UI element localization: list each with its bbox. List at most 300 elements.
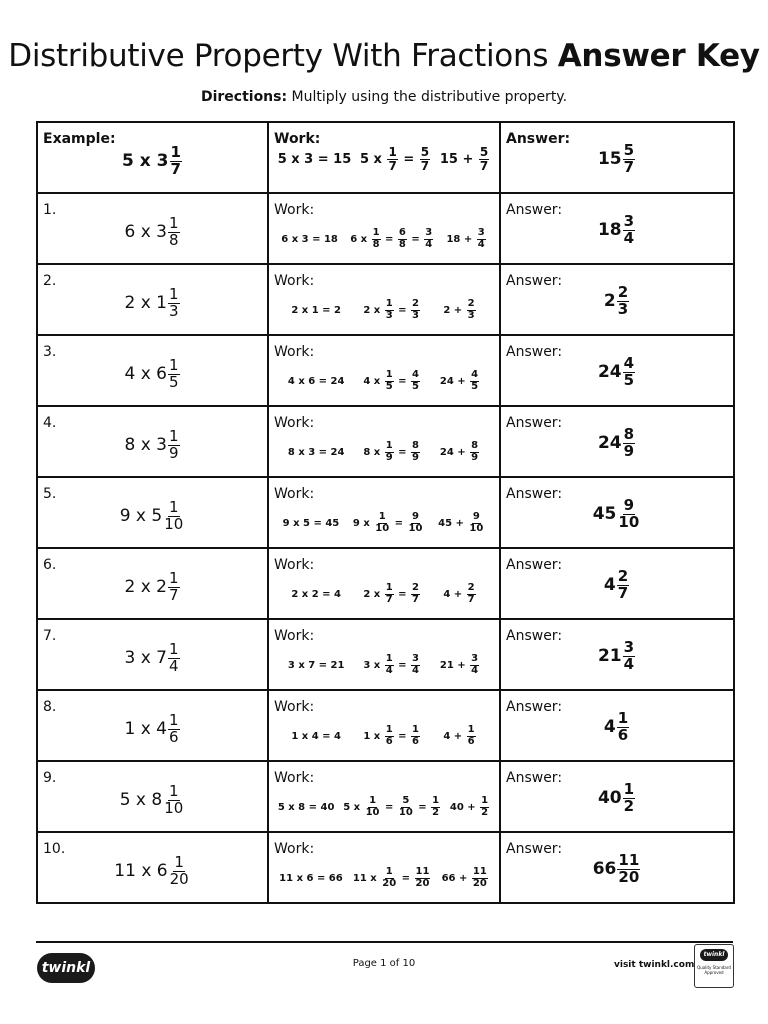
problem-expression bbox=[38, 429, 267, 462]
numerator: 1 bbox=[467, 724, 475, 735]
denominator: 10 bbox=[469, 522, 484, 534]
expr-text: 18 bbox=[597, 220, 622, 241]
answer-label: Answer: bbox=[506, 770, 563, 786]
expr-text: 2 x bbox=[363, 304, 384, 316]
work-steps bbox=[269, 292, 499, 328]
problem-expression bbox=[38, 216, 267, 249]
numerator: 2 bbox=[617, 283, 629, 301]
answer-label: Answer: bbox=[506, 486, 563, 502]
denominator: 10 bbox=[375, 522, 390, 534]
fraction bbox=[168, 571, 180, 604]
numerator: 1 bbox=[385, 369, 393, 380]
expr-text: = bbox=[394, 446, 411, 458]
numerator: 1 bbox=[388, 144, 397, 159]
work-step bbox=[288, 447, 345, 458]
denominator: 4 bbox=[623, 654, 635, 673]
denominator: 5 bbox=[385, 380, 393, 392]
problem-number: 8. bbox=[43, 699, 57, 715]
denominator: 3 bbox=[168, 301, 179, 320]
denominator: 20 bbox=[382, 877, 397, 889]
work-step bbox=[288, 660, 345, 671]
fraction bbox=[408, 512, 424, 534]
fraction bbox=[623, 143, 635, 176]
expr-text: = bbox=[391, 517, 407, 529]
numerator: 1 bbox=[385, 653, 393, 664]
expr-text: = bbox=[394, 659, 411, 671]
denominator: 7 bbox=[168, 585, 179, 604]
numerator: 1 bbox=[372, 227, 380, 238]
expr-text: 24 + bbox=[439, 375, 470, 387]
denominator: 9 bbox=[168, 443, 179, 462]
expr-text: 4 x bbox=[363, 375, 384, 387]
fraction bbox=[163, 500, 184, 533]
numerator: 1 bbox=[432, 795, 440, 806]
example-answer-cell bbox=[500, 122, 734, 193]
directions bbox=[0, 89, 768, 105]
numerator: 8 bbox=[623, 425, 635, 443]
problem-expression bbox=[38, 287, 267, 320]
numerator: 8 bbox=[412, 440, 419, 451]
work-cell bbox=[268, 406, 500, 477]
expr-text: 18 + bbox=[446, 233, 476, 245]
problem-number: 10. bbox=[43, 841, 66, 857]
answer-label: Answer: bbox=[506, 699, 563, 715]
denominator: 9 bbox=[412, 451, 419, 463]
work-label: Work: bbox=[274, 770, 315, 786]
expr-text: 11 x 6 bbox=[114, 861, 168, 882]
denominator: 2 bbox=[481, 806, 489, 818]
work-cell bbox=[268, 548, 500, 619]
numerator: 1 bbox=[617, 709, 629, 727]
work-cell bbox=[268, 335, 500, 406]
answer-cell bbox=[500, 193, 734, 264]
fraction bbox=[617, 285, 629, 318]
fraction bbox=[411, 299, 420, 321]
problem-number: 1. bbox=[43, 202, 57, 218]
denominator: 20 bbox=[472, 877, 487, 889]
expr-text: 24 bbox=[597, 362, 622, 383]
denominator: 3 bbox=[412, 309, 419, 321]
answer-cell bbox=[500, 406, 734, 477]
denominator: 2 bbox=[623, 796, 635, 815]
answer-expression bbox=[501, 569, 733, 602]
problem-number: 4. bbox=[43, 415, 57, 431]
work-steps bbox=[269, 718, 499, 754]
answer-expression bbox=[501, 356, 733, 389]
denominator: 3 bbox=[385, 309, 393, 321]
denominator: 6 bbox=[617, 725, 629, 744]
fraction bbox=[168, 713, 180, 746]
fraction bbox=[169, 855, 190, 888]
title-main: Distributive Property With Fractions bbox=[8, 38, 549, 74]
work-label: Work: bbox=[274, 628, 315, 644]
numerator: 1 bbox=[168, 285, 179, 303]
expr-text: 11 x 6 = 66 bbox=[279, 872, 343, 884]
fraction bbox=[623, 782, 635, 815]
numerator: 3 bbox=[412, 653, 419, 664]
fraction bbox=[398, 228, 407, 250]
answer-expression bbox=[501, 427, 733, 460]
work-label: Work: bbox=[274, 415, 315, 431]
fraction bbox=[623, 214, 635, 247]
work-label: Work: bbox=[274, 841, 315, 857]
denominator: 7 bbox=[412, 593, 419, 605]
expr-text: 6 x bbox=[350, 233, 371, 245]
denominator: 10 bbox=[618, 512, 640, 531]
problem-expression bbox=[38, 571, 267, 604]
work-label: Work: bbox=[274, 557, 315, 573]
expr-text: 40 + bbox=[449, 801, 480, 813]
numerator: 1 bbox=[378, 511, 386, 522]
fraction bbox=[170, 145, 182, 178]
denominator: 4 bbox=[425, 238, 433, 250]
numerator: 5 bbox=[402, 795, 410, 806]
numerator: 9 bbox=[412, 511, 419, 522]
answer-expression bbox=[501, 853, 733, 886]
problem-number: 7. bbox=[43, 628, 57, 644]
expr-text: = bbox=[381, 233, 397, 245]
directions-label: Directions: bbox=[200, 89, 288, 105]
answer-cell bbox=[500, 335, 734, 406]
fraction bbox=[411, 441, 420, 463]
fraction bbox=[623, 427, 635, 460]
expr-text: 2 x 2 = 4 bbox=[291, 588, 341, 600]
numerator: 1 bbox=[385, 582, 393, 593]
numerator: 11 bbox=[415, 866, 430, 877]
work-steps bbox=[269, 363, 499, 399]
expr-text: 6 x 3 bbox=[124, 222, 167, 243]
work-step bbox=[440, 146, 490, 172]
denominator: 4 bbox=[623, 228, 635, 247]
numerator: 3 bbox=[471, 653, 479, 664]
fraction bbox=[617, 711, 629, 744]
denominator: 9 bbox=[385, 451, 393, 463]
expr-text: 4 x 6 bbox=[124, 364, 167, 385]
numerator: 11 bbox=[472, 866, 487, 877]
numerator: 5 bbox=[623, 141, 635, 159]
problem-expression bbox=[38, 500, 267, 533]
denominator: 10 bbox=[398, 806, 413, 818]
problem-row bbox=[37, 548, 734, 619]
denominator: 8 bbox=[398, 238, 406, 250]
fraction bbox=[617, 853, 640, 886]
work-steps bbox=[269, 505, 499, 541]
denominator: 20 bbox=[169, 869, 189, 888]
problem-expression bbox=[38, 855, 267, 888]
expr-text: = bbox=[398, 151, 419, 167]
fraction bbox=[472, 867, 488, 889]
expr-text: 2 x 2 bbox=[124, 577, 167, 598]
expr-text: 15 + bbox=[439, 151, 478, 167]
work-label: Work: bbox=[274, 273, 315, 289]
numerator: 1 bbox=[385, 724, 393, 735]
problem-cell bbox=[37, 619, 268, 690]
numerator: 9 bbox=[623, 496, 635, 514]
work-label: Work: bbox=[274, 202, 315, 218]
answer-cell bbox=[500, 832, 734, 903]
numerator: 1 bbox=[168, 782, 179, 800]
work-step bbox=[360, 146, 431, 172]
problem-cell bbox=[37, 690, 268, 761]
denominator: 5 bbox=[623, 370, 635, 389]
numerator: 8 bbox=[471, 440, 479, 451]
numerator: 3 bbox=[425, 227, 433, 238]
expr-text: 40 bbox=[597, 788, 622, 809]
expr-text: 3 x bbox=[363, 659, 384, 671]
problem-cell bbox=[37, 548, 268, 619]
answer-label: Answer: bbox=[506, 841, 563, 857]
denominator: 8 bbox=[372, 238, 380, 250]
expr-text: 4 x 6 = 24 bbox=[287, 375, 345, 387]
fraction bbox=[385, 654, 394, 676]
work-step bbox=[363, 725, 421, 747]
numerator: 1 bbox=[481, 795, 489, 806]
work-step bbox=[291, 731, 341, 742]
fraction bbox=[168, 287, 180, 320]
numerator: 2 bbox=[412, 582, 419, 593]
work-step bbox=[363, 299, 421, 321]
fraction bbox=[480, 796, 489, 818]
numerator: 1 bbox=[623, 780, 635, 798]
denominator: 7 bbox=[170, 159, 181, 178]
problem-expression bbox=[38, 642, 267, 675]
denominator: 20 bbox=[415, 877, 430, 889]
work-cell bbox=[268, 832, 500, 903]
expr-text: 1 x 4 bbox=[124, 719, 167, 740]
work-cell bbox=[268, 264, 500, 335]
expr-text: 5 x bbox=[343, 801, 364, 813]
fraction bbox=[467, 583, 476, 605]
fraction bbox=[470, 370, 479, 392]
fraction bbox=[623, 356, 635, 389]
fraction bbox=[168, 358, 180, 391]
numerator: 3 bbox=[477, 227, 485, 238]
fraction bbox=[420, 146, 430, 172]
problem-row bbox=[37, 832, 734, 903]
problem-cell bbox=[37, 477, 268, 548]
problem-expression bbox=[38, 784, 267, 817]
numerator: 4 bbox=[623, 354, 635, 372]
work-label: Work: bbox=[274, 699, 315, 715]
expr-text: 8 x 3 = 24 bbox=[287, 446, 345, 458]
fraction bbox=[617, 498, 640, 531]
numerator: 1 bbox=[385, 866, 393, 877]
answer-label: Answer: bbox=[506, 557, 563, 573]
work-step bbox=[443, 583, 476, 605]
numerator: 1 bbox=[168, 640, 179, 658]
denominator: 7 bbox=[385, 593, 393, 605]
denominator: 6 bbox=[467, 735, 475, 747]
expr-text: 24 bbox=[597, 433, 622, 454]
problem-number: 2. bbox=[43, 273, 57, 289]
numerator: 3 bbox=[623, 212, 635, 230]
numerator: 1 bbox=[168, 569, 179, 587]
answer-cell bbox=[500, 619, 734, 690]
fraction bbox=[163, 784, 184, 817]
problem-row bbox=[37, 761, 734, 832]
expr-text: 3 x 7 = 21 bbox=[287, 659, 345, 671]
answer-expression bbox=[501, 782, 733, 815]
example-row bbox=[37, 122, 734, 193]
denominator: 5 bbox=[471, 380, 479, 392]
numerator: 2 bbox=[467, 298, 475, 309]
directions-text: Multiply using the distributive property. bbox=[287, 89, 568, 105]
expr-text: 4 bbox=[603, 575, 616, 596]
numerator: 9 bbox=[472, 511, 480, 522]
work-steps bbox=[269, 434, 499, 470]
work-step bbox=[443, 725, 476, 747]
denominator: 4 bbox=[471, 664, 479, 676]
numerator: 1 bbox=[385, 298, 393, 309]
fraction bbox=[168, 216, 180, 249]
problem-number: 9. bbox=[43, 770, 57, 786]
fraction bbox=[387, 146, 397, 172]
problem-cell bbox=[37, 193, 268, 264]
expr-text: = bbox=[394, 375, 411, 387]
expr-text: 2 bbox=[603, 291, 616, 312]
expr-text: 5 x 3 = 15 bbox=[277, 151, 352, 167]
page-number: Page 1 of 10 bbox=[352, 958, 416, 969]
expr-text: 1 x 4 = 4 bbox=[291, 730, 341, 742]
numerator: 2 bbox=[467, 582, 475, 593]
problem-row bbox=[37, 406, 734, 477]
denominator: 5 bbox=[412, 380, 419, 392]
work-step bbox=[438, 512, 485, 534]
denominator: 4 bbox=[477, 238, 485, 250]
work-label: Work: bbox=[274, 344, 315, 360]
problem-row bbox=[37, 264, 734, 335]
problem-cell bbox=[37, 335, 268, 406]
answer-expression bbox=[501, 640, 733, 673]
problem-number: 6. bbox=[43, 557, 57, 573]
expr-text: 5 x 3 bbox=[122, 151, 169, 172]
numerator: 4 bbox=[471, 369, 479, 380]
numerator: 1 bbox=[168, 356, 179, 374]
work-step bbox=[363, 441, 421, 463]
denominator: 4 bbox=[412, 664, 419, 676]
denominator: 9 bbox=[471, 451, 479, 463]
denominator: 10 bbox=[164, 798, 184, 817]
fraction bbox=[623, 640, 635, 673]
work-step bbox=[278, 802, 335, 813]
denominator: 3 bbox=[467, 309, 475, 321]
work-label: Work: bbox=[274, 486, 315, 502]
answer-expression bbox=[501, 214, 733, 247]
problem-row bbox=[37, 477, 734, 548]
work-step bbox=[278, 152, 352, 167]
denominator: 9 bbox=[623, 441, 635, 460]
fraction bbox=[467, 725, 476, 747]
expr-text: 66 bbox=[592, 859, 617, 880]
numerator: 5 bbox=[420, 144, 430, 159]
expr-text: 21 + bbox=[439, 659, 470, 671]
fraction bbox=[411, 725, 420, 747]
expr-text: 9 x 5 = 45 bbox=[282, 517, 340, 529]
problem-expression bbox=[38, 713, 267, 746]
expr-text: 5 x 8 = 40 bbox=[277, 801, 335, 813]
denominator: 7 bbox=[617, 583, 629, 602]
work-step bbox=[350, 228, 434, 250]
twinkl-logo: twinkl bbox=[37, 953, 95, 983]
numerator: 3 bbox=[623, 638, 635, 656]
work-steps bbox=[269, 141, 499, 177]
numerator: 5 bbox=[479, 144, 489, 159]
footer-divider bbox=[36, 941, 733, 943]
denominator: 7 bbox=[467, 593, 475, 605]
numerator: 2 bbox=[617, 567, 629, 585]
expr-text: 45 bbox=[592, 504, 617, 525]
problem-cell bbox=[37, 832, 268, 903]
work-step bbox=[343, 796, 441, 818]
answer-label: Answer: bbox=[506, 344, 563, 360]
numerator: 11 bbox=[618, 851, 640, 869]
denominator: 8 bbox=[168, 230, 179, 249]
numerator: 1 bbox=[168, 498, 179, 516]
fraction bbox=[470, 654, 479, 676]
numerator: 1 bbox=[174, 853, 184, 871]
answer-cell bbox=[500, 477, 734, 548]
example-label: Example: bbox=[43, 131, 116, 147]
expr-text: 45 + bbox=[438, 517, 468, 529]
fraction bbox=[365, 796, 381, 818]
work-step bbox=[446, 228, 486, 250]
expr-text: 5 x 8 bbox=[119, 790, 163, 811]
fraction bbox=[431, 796, 440, 818]
work-step bbox=[363, 583, 421, 605]
quality-badge bbox=[694, 944, 734, 988]
expr-text: 8 x bbox=[363, 446, 384, 458]
work-step bbox=[281, 234, 338, 245]
fraction bbox=[467, 299, 476, 321]
badge-text: Quality Standard Approved bbox=[697, 965, 731, 975]
denominator: 3 bbox=[617, 299, 629, 318]
visit-link[interactable]: visit twinkl.com bbox=[614, 960, 695, 970]
answer-expression bbox=[501, 285, 733, 318]
expr-text: 4 bbox=[603, 717, 616, 738]
work-step bbox=[288, 376, 345, 387]
denominator: 7 bbox=[388, 158, 397, 173]
expr-text: = bbox=[398, 872, 414, 884]
numerator: 2 bbox=[412, 298, 419, 309]
work-step bbox=[279, 873, 343, 884]
expr-text: = bbox=[414, 801, 431, 813]
fraction bbox=[470, 441, 479, 463]
title-bold: Answer Key bbox=[557, 38, 760, 74]
work-steps bbox=[269, 860, 499, 896]
work-steps bbox=[269, 221, 499, 257]
denominator: 6 bbox=[412, 735, 419, 747]
example-problem-cell bbox=[37, 122, 268, 193]
work-step bbox=[353, 512, 425, 534]
expr-text: 9 x 5 bbox=[119, 506, 163, 527]
fraction bbox=[415, 867, 431, 889]
expr-text: 4 + bbox=[443, 730, 466, 742]
numerator: 1 bbox=[412, 724, 419, 735]
work-step bbox=[442, 867, 489, 889]
fraction bbox=[411, 654, 420, 676]
fraction bbox=[411, 370, 420, 392]
fraction bbox=[385, 583, 394, 605]
expr-text: 2 x bbox=[363, 588, 384, 600]
problem-expression bbox=[38, 358, 267, 391]
expr-text: 9 x bbox=[352, 517, 374, 529]
expr-text: 15 bbox=[597, 149, 622, 170]
numerator: 1 bbox=[168, 427, 179, 445]
expr-text: 24 + bbox=[439, 446, 470, 458]
work-steps bbox=[269, 789, 499, 825]
expr-text: 3 x 7 bbox=[124, 648, 167, 669]
work-step bbox=[363, 370, 421, 392]
